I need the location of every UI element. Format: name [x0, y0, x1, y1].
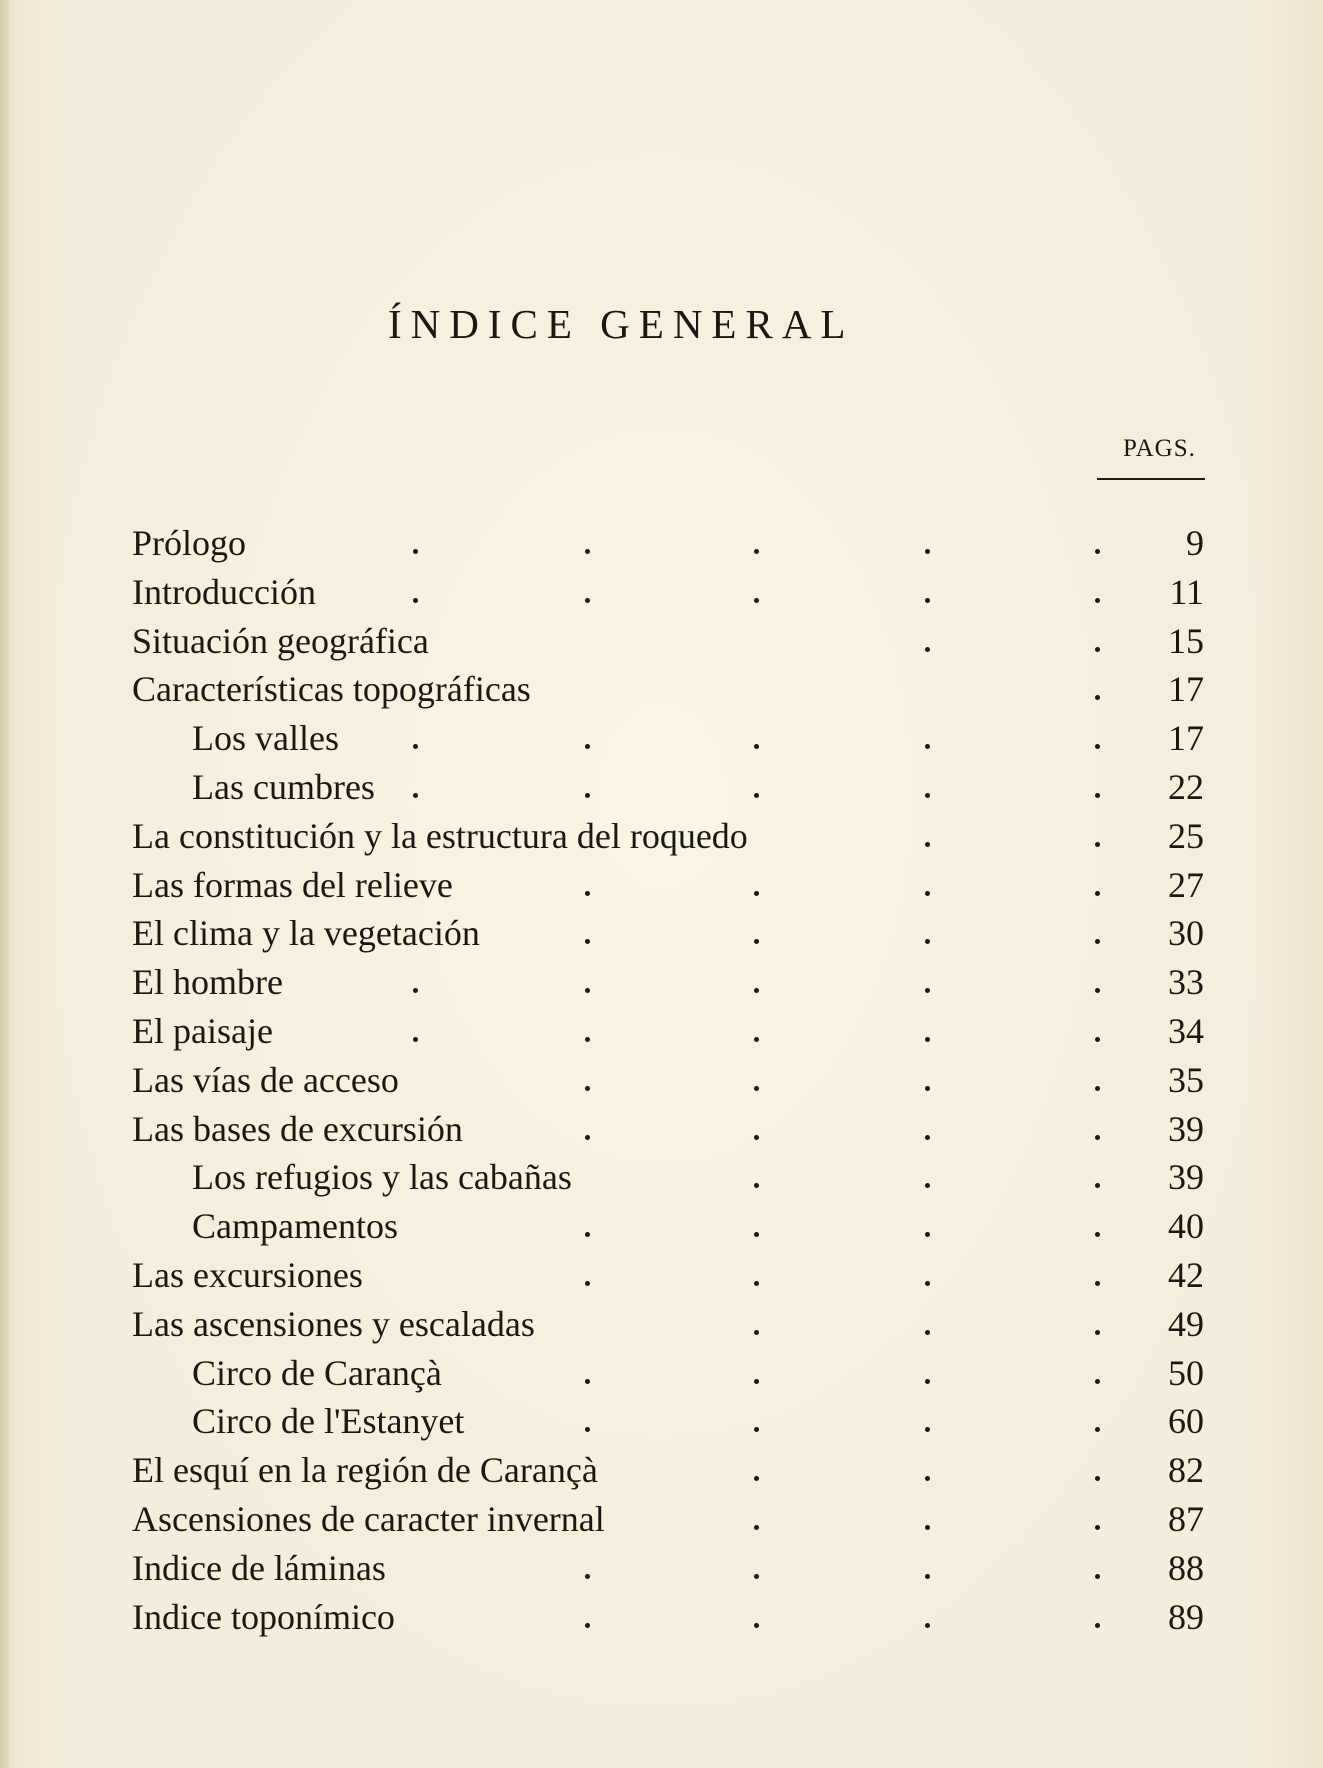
dot-leader — [0, 1349, 1323, 1398]
dot-leader — [0, 617, 1323, 666]
dot-leader — [0, 665, 1323, 714]
toc-entry-label: El paisaje — [132, 1010, 273, 1051]
toc-entry — [0, 1544, 1323, 1593]
dot-leader — [0, 1153, 1323, 1202]
dot-leader — [0, 568, 1323, 617]
table-of-contents — [0, 519, 1323, 1641]
dot-leader — [0, 958, 1323, 1007]
toc-entry-label: Los refugios y las cabañas — [192, 1157, 572, 1198]
toc-entry — [0, 909, 1323, 958]
toc-entry-label: Campamentos — [192, 1206, 398, 1247]
dot-leader — [0, 1056, 1323, 1105]
toc-entry-label: El clima y la vegetación — [132, 913, 480, 954]
toc-entry — [0, 519, 1323, 568]
toc-entry — [0, 617, 1323, 666]
dot-leader — [0, 1397, 1323, 1446]
dot-leader — [0, 1300, 1323, 1349]
toc-entry-page: 42 — [1168, 1254, 1204, 1295]
toc-entry-label: El hombre — [132, 962, 283, 1003]
toc-entry — [0, 1056, 1323, 1105]
toc-subentry — [0, 1397, 1323, 1446]
toc-entry-page: 39 — [1168, 1108, 1204, 1149]
toc-entry — [0, 1593, 1323, 1642]
toc-entry-label: Las ascensiones y escaladas — [132, 1303, 535, 1344]
toc-entry-label: Introducción — [132, 571, 316, 612]
toc-entry — [0, 1300, 1323, 1349]
toc-entry-page: 15 — [1168, 620, 1204, 661]
dot-leader — [0, 714, 1323, 763]
toc-entry-page: 82 — [1168, 1450, 1204, 1491]
toc-entry-page: 40 — [1168, 1206, 1204, 1247]
toc-entry — [0, 1446, 1323, 1495]
toc-entry-page: 11 — [1169, 571, 1204, 612]
dot-leader — [0, 519, 1323, 568]
toc-entry-page: 39 — [1168, 1157, 1204, 1198]
toc-entry — [0, 1251, 1323, 1300]
dot-leader — [0, 861, 1323, 910]
toc-subentry — [0, 1349, 1323, 1398]
toc-entry-page: 30 — [1168, 913, 1204, 954]
toc-entry — [0, 861, 1323, 910]
toc-entry-page: 34 — [1168, 1010, 1204, 1051]
page-title: ÍNDICE GENERAL — [388, 301, 855, 347]
dot-leader — [0, 1446, 1323, 1495]
dot-leader — [0, 763, 1323, 812]
dot-leader — [0, 1007, 1323, 1056]
pages-column-header: PAGS. — [1123, 435, 1196, 462]
toc-entry-page: 22 — [1168, 766, 1204, 807]
toc-subentry — [0, 1202, 1323, 1251]
toc-entry — [0, 1105, 1323, 1154]
toc-entry — [0, 568, 1323, 617]
toc-entry-label: Prólogo — [132, 523, 247, 563]
toc-subentry — [0, 714, 1323, 763]
toc-entry-label: Las cumbres — [192, 766, 375, 807]
toc-entry-label: Circo de l'Estanyet — [192, 1401, 465, 1442]
dot-leader — [0, 812, 1323, 861]
toc-entry-label: El esquí en la región de Carançà — [132, 1450, 598, 1491]
toc-entry-page: 9 — [1186, 523, 1204, 563]
toc-entry-page: 35 — [1168, 1059, 1204, 1100]
pages-header-rule — [1097, 478, 1205, 480]
toc-entry-label: Indice toponímico — [132, 1596, 395, 1637]
toc-entry-page: 33 — [1168, 962, 1204, 1003]
toc-entry-page: 27 — [1168, 864, 1204, 905]
toc-entry-label: Los valles — [192, 718, 339, 759]
toc-entry-label: Indice de láminas — [132, 1547, 386, 1588]
toc-entry — [0, 958, 1323, 1007]
toc-entry — [0, 812, 1323, 861]
toc-entry-label: Características topográficas — [132, 669, 531, 710]
toc-entry-label: Las formas del relieve — [132, 864, 453, 905]
dot-leader — [0, 909, 1323, 958]
toc-entry-page: 17 — [1168, 718, 1204, 759]
dot-leader — [0, 1495, 1323, 1544]
toc-entry-label: Ascensiones de caracter invernal — [132, 1498, 605, 1539]
toc-entry-page: 49 — [1168, 1303, 1204, 1344]
toc-entry-page: 60 — [1168, 1401, 1204, 1442]
toc-entry-label: Las vías de acceso — [132, 1059, 399, 1100]
toc-entry — [0, 1007, 1323, 1056]
dot-leader — [0, 1105, 1323, 1154]
toc-entry — [0, 665, 1323, 714]
toc-subentry — [0, 1153, 1323, 1202]
toc-subentry — [0, 763, 1323, 812]
toc-entry-page: 50 — [1168, 1352, 1204, 1393]
dot-leader — [0, 1251, 1323, 1300]
toc-entry-label: Las bases de excursión — [132, 1108, 463, 1149]
dot-leader — [0, 1202, 1323, 1251]
toc-entry-page: 25 — [1168, 815, 1204, 856]
dot-leader — [0, 1544, 1323, 1593]
toc-entry — [0, 1495, 1323, 1544]
toc-entry-page: 87 — [1168, 1498, 1204, 1539]
toc-entry-page: 89 — [1168, 1596, 1204, 1637]
toc-entry-label: La constitución y la estructura del roquedo — [132, 815, 748, 856]
toc-entry-page: 88 — [1168, 1547, 1204, 1588]
toc-entry-label: Las excursiones — [132, 1254, 363, 1295]
toc-entry-label: Situación geográfica — [132, 620, 429, 661]
toc-entry-label: Circo de Carançà — [192, 1352, 442, 1393]
dot-leader — [0, 1593, 1323, 1642]
toc-entry-page: 17 — [1168, 669, 1204, 710]
